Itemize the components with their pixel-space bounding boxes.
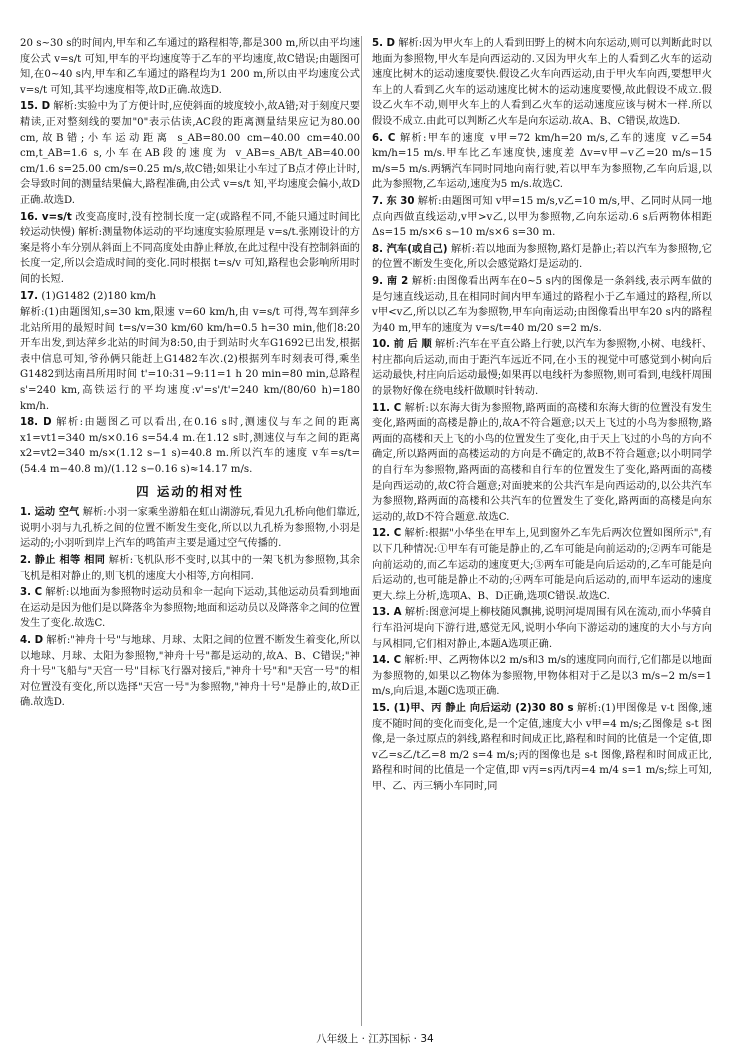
answer-number: 17. <box>20 290 39 302</box>
answer-item <box>20 633 360 711</box>
answer-item <box>372 701 712 795</box>
answer-number: 4. D <box>20 634 44 646</box>
answer-text: 解析:甲车的速度 v甲=72 km/h=20 m/s,乙车的速度 v乙=54 km/h=15 m/s.甲车比乙车速度快,速度差 Δv=v甲−v乙=20 m/s−15 m/s=5 m/s.两辆汽车同时同地向南行驶,若以甲车为参照物,乙车向后退,以此为参照物,乙车运动,速度为5 m/s.故选C. <box>372 132 713 191</box>
answer-item <box>20 553 360 584</box>
answer-number: 16. v=s/t <box>20 211 72 223</box>
column-divider <box>361 36 362 1026</box>
answer-text: (1)G1482 (2)180 km/h <box>41 290 156 302</box>
answer-number: 2. 静止 相等 相同 <box>20 555 106 566</box>
answer-item <box>372 337 712 399</box>
answer-item <box>20 305 360 414</box>
answer-number: 14. C <box>372 655 402 667</box>
answer-item <box>20 99 360 208</box>
answer-item <box>372 131 712 193</box>
answer-number: 12. C <box>372 528 402 540</box>
answer-number: 6. C <box>372 132 396 144</box>
answer-text: 解析:由题图可知 v甲=15 m/s,v乙=10 m/s,甲、乙同时从同一地点向西做直线运动,v甲>v乙,以甲为参照物,乙向东运动.6 s后两物体相距 Δs=15 m/s×6 s−10 m/s×6 s=30 m. <box>372 195 712 239</box>
answer-number: 15. (1)甲、丙 静止 向后运动 (2)30 80 s <box>372 702 574 714</box>
answer-text: 解析:图意河堤上柳枝随风飘拂,说明河堤周围有风在流动,而小华骑自行车沿河堤向下游行进,感觉无风,说明小华向下游运动的速度的大小与方向与风相同,它们相对静止,本题A选项正确. <box>372 607 712 650</box>
answer-item <box>372 36 712 130</box>
answer-text: 解析:因为甲火车上的人看到田野上的树木向东运动,则可以判断此时以地面为参照物,甲火车是向西运动的.又因为甲火车上的人看到乙火车的运动速度比树木的运动速度要快.假设乙火车向西运动,由于甲火车向西,要想甲火车上的人看到乙火车的运动速度比树木的运动速度要慢,故此假设不成立.假设乙火车不动,则甲火车上的人看到乙火车的运动速度应该与树木一样.所以假设不成立.由此可以判断乙火车是向东运动.故A、B、C错误,故选D. <box>372 38 712 127</box>
left-column <box>20 36 360 712</box>
page-footer: 八年级上 · 江苏国标 · 34 <box>316 1033 434 1045</box>
answer-text: 解析:以东海大街为参照物,路两面的高楼和东海大街的位置没有发生变化,路两面的高楼是静止的,故A不符合题意;以天上飞过的小鸟为参照物,路两面的高楼和天上飞的小鸟的位置发生了变化,由于天上飞过的小鸟的方向不确定,所以路两面的高楼运动的方向是不确定的,故B不符合题意;以小明同学的自行车为参照物,路两面的高楼和自行车的位置发生了变化,路两面的高楼是向西运动的,故C符合题意;对面驶来的公共汽车是向西运动的,以公共汽车为参照物,路两面的高楼和公共汽车的位置发生了变化,路两面的高楼是向东运动的,故D不符合题意.故选C. <box>372 402 712 523</box>
answer-text: 解析:由图像看出两车在0~5 s内的图像是一条斜线,表示两车做的是匀速直线运动,且在相同时间内甲车通过的路程小于乙车通过的路程,所以 v甲<v乙,所以以乙车为参照物,甲车向南运动;由图像看出甲车20 s内的路程为40 m,甲车的速度为 v=s/t=40 m/20 s=2 m/s. <box>372 275 712 334</box>
section-title: 四 运动的相对性 <box>136 483 244 499</box>
answer-item <box>372 274 712 336</box>
answer-item <box>20 415 360 477</box>
answer-number: 11. C <box>372 402 402 414</box>
answer-text: 解析:小羽一家乘坐游船在虹山湖游玩,看见九孔桥向他们靠近,说明小羽与九孔桥之间的位置不断发生变化,所以以九孔桥为参照物,小羽是运动的;小羽听到岸上汽车的鸣笛声主要是通过空气传播的. <box>20 507 360 550</box>
answer-number: 7. 东 30 <box>372 195 415 207</box>
answer-text: 20 s~30 s的时间内,甲车和乙车通过的路程相等,都是300 m,所以由平均速度公式 v=s/t 可知,甲车的平均速度等于乙车的平均速度,故C错误;由题图可知,在0~40 s内,甲车和乙车通过的路程均为1 200 m,所以由平均速度公式 v=s/t 可知,其平均速度相等,故D正确.故选D. <box>20 38 360 96</box>
answer-item <box>20 36 360 98</box>
right-column <box>372 36 712 796</box>
answer-text: 解析:实验中为了方便计时,应使斜面的坡度较小,故A错;对于刻度尺要精读,正对整刻线的要加"0"表示估读,AC段的距离测量结果应记为80.00 cm,故B错;小车运动距离 s_AB=80.00 cm−40.00 cm=40.00 cm,t_AB=1.6 s,小车在AB段的速度为 v_AB=s_AB/t_AB=40.00 cm/1.6 s=25.00 cm/s=0.25 m/s,故C错;如果让小车过了B点才停止计时,会导致时间的测量结果偏大,路程准确,由公式 v=s/t 知,平均速度会偏小,故D正确.故选D. <box>20 101 360 206</box>
answer-item <box>20 505 360 552</box>
answer-number: 1. 运动 空气 <box>20 507 80 519</box>
answer-item <box>372 401 712 526</box>
answer-number: 10. 前 后 顺 <box>372 339 432 351</box>
answer-text: 解析:若以地面为参照物,路灯是静止;若以汽车为参照物,它的位置不断发生变化,所以会感觉路灯是运动的. <box>372 243 712 271</box>
answer-text: 解析:(1)由题图知,s=30 km,限速 v=60 km/h,由 v=s/t 可得,驾车到萍乡北站所用的最短时间 t=s/v=30 km/60 km/h=0.5 h=30 min,他们8:20开车出发,到达萍乡北站的时间为8:50,由于到站时火车G1692已出发,根据表中信息可知,爷孙俩只能赶上G1482车次.(2)根据列车时刻表可得,乘坐G1482到达南昌所用时间 t'=10:31−9:11=1 h 20 min=80 min,总路程 s'=240 km,高铁运行的平均速度:v'=s'/t'=240 km/(80/60 h)=180 km/h. <box>20 307 360 412</box>
answer-item <box>372 526 712 604</box>
answer-number: 13. A <box>372 607 402 619</box>
answer-text: 解析:(1)甲图像是 v-t 图像,速度不随时间的变化而变化,是一个定值,速度大小 v甲=4 m/s;乙图像是 s-t 图像,是一条过原点的斜线,路程和时间成正比,路程和时间的比值是一个定值,即 v乙=s乙/t乙=8 m/2 s=4 m/s;丙的图像也是 s-t 图像,路程和时间成正比,路程和时间的比值是一个定值,即 v丙=s丙/t丙=4 m/4 s=1 m/s;综上可知,甲、乙、丙三辆小车同时,同 <box>372 702 713 792</box>
answer-item <box>20 210 360 288</box>
answer-number: 8. 汽车(或自己) <box>372 243 448 255</box>
answer-text: 改变高度时,没有控制长度一定(或路程不同,不能只通过时间比较运动快慢) 解析:测量物体运动的平均速度实验原理是 v=s/t.张刚设计的方案是将小车分别从斜面上不同高度处由静止释放,在此过程中没有控制斜面的长度一定,所以会造成时间的变化.同时根据 t=s/v 可知,路程也会影响所用时间的长短. <box>20 211 360 285</box>
answer-item <box>372 194 712 241</box>
answer-item <box>20 289 360 305</box>
answer-item <box>372 653 712 700</box>
answer-item <box>372 242 712 273</box>
answer-text: 解析:甲、乙两物体以2 m/s和3 m/s的速度同向而行,它们都是以地面为参照物的,如果以乙物体为参照物,甲物体相对于乙是以3 m/s−2 m/s=1 m/s,向后退,本题C选项正确. <box>372 655 713 698</box>
answer-text: 解析:由题图乙可以看出,在0.16 s时,测速仪与车之间的距离 x1=vt1=340 m/s×0.16 s=54.4 m.在1.12 s时,测速仪与车之间的距离 x2=vt2=340 m/s×(1.12 s−1 s)=40.8 m.所以汽车的速度 v车=s/t=(54.4 m−40.8 m)/(1.12 s−0.16 s)≈14.17 m/s. <box>20 417 360 476</box>
answer-item <box>20 585 360 632</box>
answer-number: 3. C <box>20 587 43 599</box>
answer-number: 5. D <box>372 38 396 49</box>
answer-number: 9. 南 2 <box>372 275 409 287</box>
answer-text: 解析:根据"小华坐在甲车上,见到窗外乙车先后两次位置如图所示",有以下几种情况:①甲车有可能是静止的,乙车可能是向前运动的;②两车可能是向前运动的,而乙车运动的速度更大;③两车可能是向后运动的,乙车可能是向后运动的,也可能是静止不动的;④两车可能是向后运动的,而甲车运动的速度更大.综上分析,选项A、B、D正确,选项C错误.故选C. <box>372 528 712 602</box>
answer-text: 解析:以地面为参照物时运动员和伞一起向下运动,其他运动员看到地面在运动是因为他们是以降落伞为参照物;地面和运动员以及降落伞之间的位置发生了变化.故选C. <box>20 587 361 630</box>
answer-text: 解析:汽车在平直公路上行驶,以汽车为参照物,小树、电线杆、村庄都向后运动,而由于距汽车远近不同,在小玉的视觉中可感觉到小树向后运动最快,村庄向后运动最慢;如果再以电线杆为参照物,则可看到,电线杆周围的景物好像在绕电线杆做顺时针转动. <box>372 339 713 398</box>
answer-number: 18. D <box>20 417 52 429</box>
answer-text: 解析:"神舟十号"与地球、月球、太阳之间的位置不断发生着变化,所以以地球、月球、太阳为参照物,"神舟十号"都是运动的,故A、B、C错误;"神舟十号"飞船与"天宫一号"目标飞行器对接后,"神舟十号"和"天宫一号"的相对位置没有变化,所以选择"天宫一号"为参照物,"神舟十号"是静止的,故D正确.故选D. <box>20 634 360 709</box>
answer-item <box>372 605 712 652</box>
answer-number: 15. D <box>20 101 51 113</box>
answer-text: 解析:飞机队形不变时,以其中的一架飞机为参照物,其余飞机是相对静止的,则飞机的速度大小相等,方向相同. <box>20 555 360 582</box>
